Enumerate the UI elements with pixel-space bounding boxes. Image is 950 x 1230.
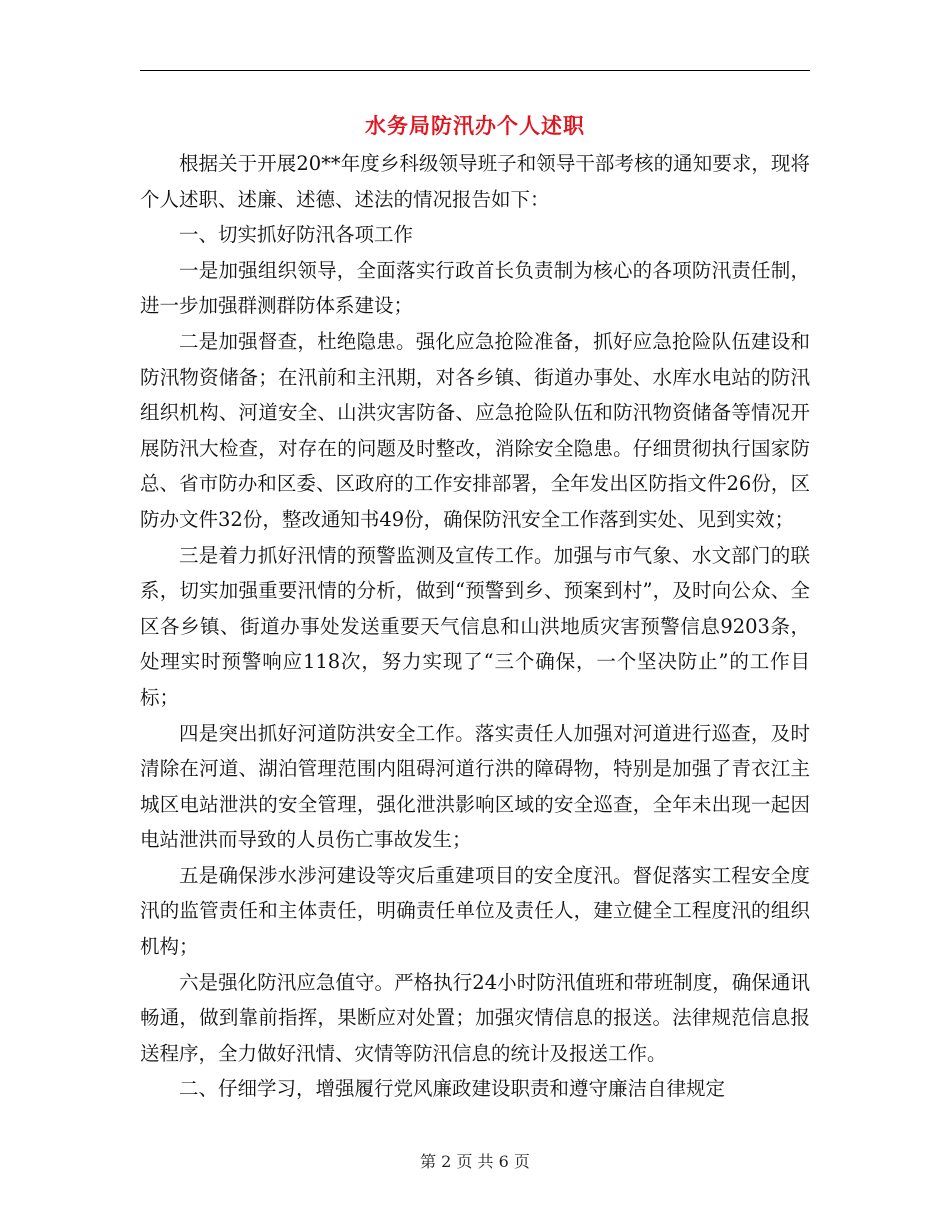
paragraph-item-3: 三是着力抓好汛情的预警监测及宣传工作。加强与市气象、水文部门的联系，切实加强重要汛情的分析，做到“预警到乡、预案到村”，及时向公众、全区各乡镇、街道办事处发送重要天气信息和山洪地质灾害预警信息9203条，处理实时预警响应118次，努力实现了“三个确保，一个坚决防止”的工作目标； <box>140 543 810 709</box>
paragraph-item-1: 一是加强组织领导，全面落实行政首长负责制为核心的各项防汛责任制，进一步加强群测群防体系建设； <box>140 258 810 318</box>
section-heading-1: 一、切实抓好防汛各项工作 <box>179 223 414 247</box>
paragraph-intro: 根据关于开展20**年度乡科级领导班子和领导干部考核的通知要求，现将个人述职、述廉、述德、述法的情况报告如下： <box>140 152 810 211</box>
document-title: 水务局防汛办个人述职 <box>365 113 585 138</box>
header-rule <box>140 70 810 71</box>
paragraph-item-6: 六是强化防汛应急值守。严格执行24小时防汛值班和带班制度，确保通讯畅通，做到靠前指挥，果断应对处置；加强灾情信息的报送。法律规范信息报送程序，全力做好汛情、灾情等防汛信息的统计及报送工作。 <box>140 970 810 1065</box>
section-heading-2: 二、仔细学习，增强履行党风廉政建设职责和遵守廉洁自律规定 <box>179 1077 726 1101</box>
page-number: 第 2 页 共 6 页 <box>420 1152 530 1171</box>
paragraph-item-4: 四是突出抓好河道防洪安全工作。落实责任人加强对河道进行巡查，及时清除在河道、湖泊管理范围内阻碍河道行洪的障碍物，特别是加强了青衣江主城区电站泄洪的安全管理，强化泄洪影响区域的安全巡查，全年未出现一起因电站泄洪而导致的人员伤亡事故发生； <box>140 721 810 852</box>
document-body <box>140 146 810 1107</box>
paragraph-item-2: 二是加强督查，杜绝隐患。强化应急抢险准备，抓好应急抢险队伍建设和防汛物资储备；在汛前和主汛期，对各乡镇、街道办事处、水库水电站的防汛组织机构、河道安全、山洪灾害防备、应急抢险队伍和防汛物资储备等情况开展防汛大检查，对存在的问题及时整改，消除安全隐患。仔细贯彻执行国家防总、省市防办和区委、区政府的工作安排部署，全年发出区防指文件26份，区防办文件32份，整改通知书49份，确保防汛安全工作落到实处、见到实效； <box>140 329 810 531</box>
paragraph-item-5: 五是确保涉水涉河建设等灾后重建项目的安全度汛。督促落实工程安全度汛的监管责任和主体责任，明确责任单位及责任人，建立健全工程度汛的组织机构； <box>140 863 810 959</box>
